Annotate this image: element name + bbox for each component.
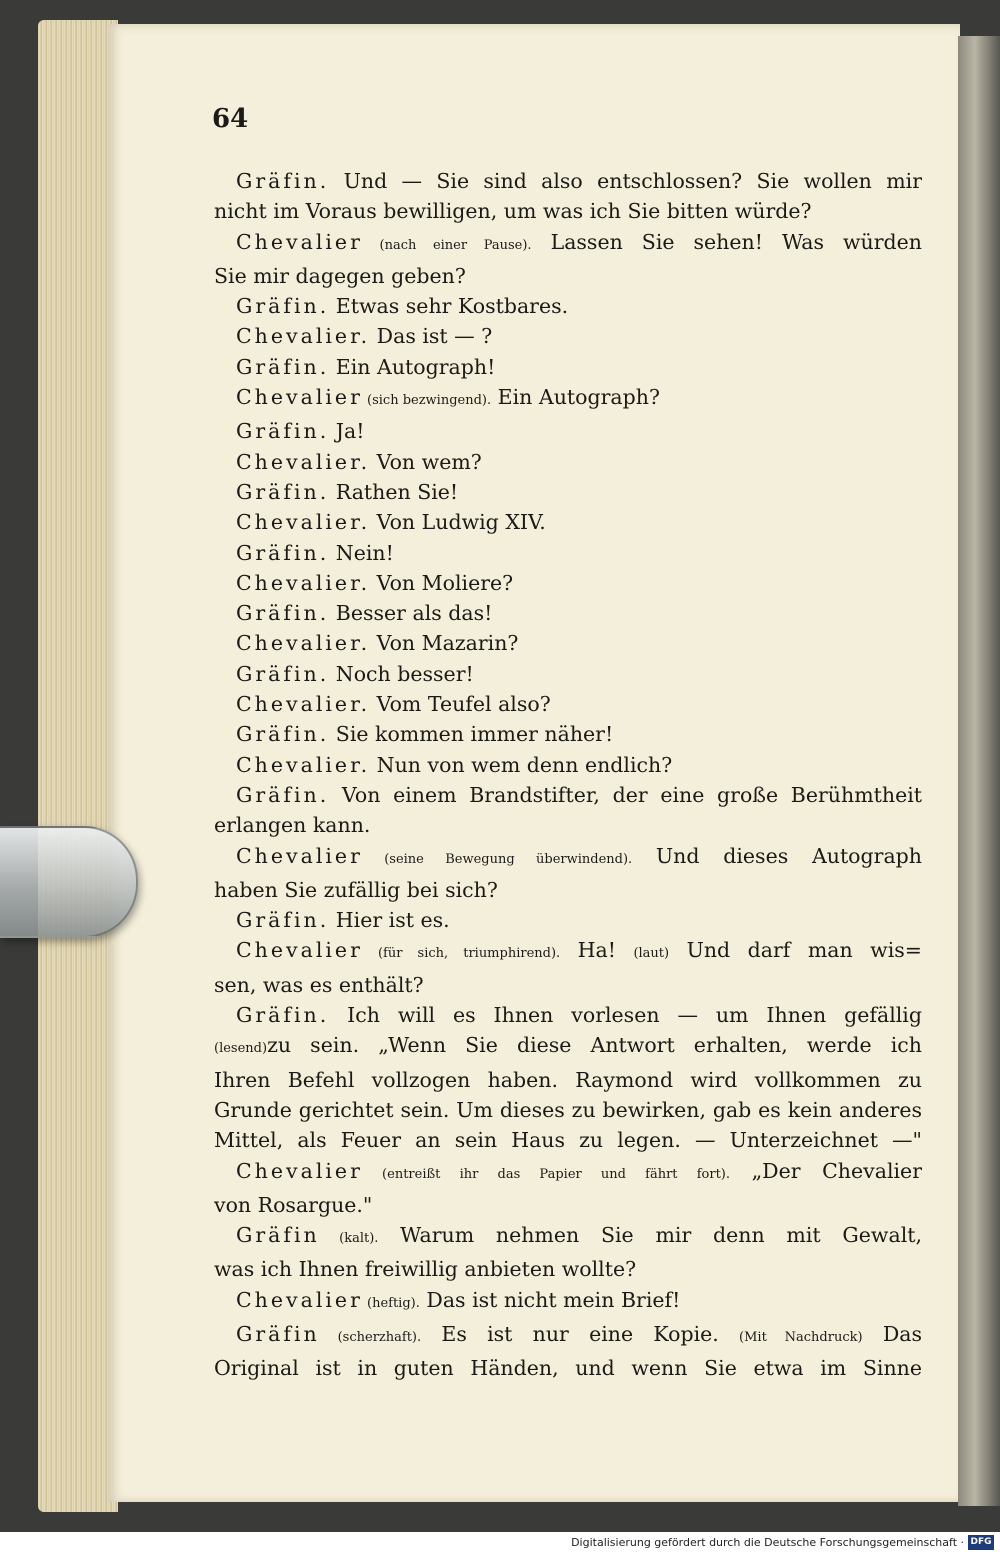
text-line: [214, 261, 922, 291]
line-text: Etwas sehr Kostbares.: [329, 294, 569, 319]
speaker-name: Gräfin.: [236, 1003, 330, 1028]
speaker-name: Chevalier.: [236, 752, 371, 777]
speaker-name: Chevalier: [236, 1287, 363, 1312]
line-text: Rathen Sie!: [329, 479, 459, 504]
speaker-name: Gräfin: [236, 1223, 320, 1248]
page-clip: [0, 826, 138, 938]
speaker-name: Chevalier: [236, 1158, 363, 1183]
line-text: nicht im Voraus bewilligen, um was ich Sie bitten würde?: [214, 199, 812, 224]
line-text: Von Mazarin?: [370, 631, 519, 656]
line-text: haben Sie zufällig bei sich?: [214, 877, 498, 902]
stage-direction: (lesend): [214, 1041, 268, 1057]
line-text: Ich will es Ihnen vorlesen — um Ihnen gefällig: [329, 1003, 922, 1028]
text-line: [214, 659, 922, 689]
speaker-name: Gräfin.: [236, 722, 330, 747]
text-line: [214, 1353, 922, 1383]
line-text: Ein Autograph?: [491, 385, 660, 410]
line-text: Nun von wem denn endlich?: [370, 752, 673, 777]
text-line: [214, 538, 922, 568]
text-line: [214, 1030, 922, 1064]
line-text: Besser als das!: [329, 601, 493, 626]
line-text: Das: [862, 1321, 922, 1346]
line-text: Das ist — ?: [370, 324, 493, 349]
line-text: Mittel, als Feuer an sein Haus zu legen. — Unterzeichnet —": [214, 1128, 922, 1153]
speaker-name: Gräfin.: [236, 540, 330, 565]
speaker-name: Gräfin.: [236, 294, 330, 319]
stage-direction: (kalt).: [319, 1231, 379, 1247]
stage-direction: (scherzhaft).: [319, 1329, 422, 1345]
stage-direction: (entreißt ihr das Papier und fährt fort).: [362, 1166, 730, 1182]
text-line: [214, 841, 922, 875]
text-line: [214, 227, 922, 261]
stage-direction: (Mit Nachdruck): [739, 1329, 863, 1345]
line-text: Noch besser!: [329, 661, 474, 686]
text-line: [214, 598, 922, 628]
text-line: [214, 1220, 922, 1254]
speaker-name: Chevalier: [236, 229, 363, 254]
text-line: [214, 196, 922, 226]
text-line: [214, 750, 922, 780]
text-line: [214, 416, 922, 446]
text-line: [214, 477, 922, 507]
stage-direction: (heftig).: [362, 1295, 420, 1311]
text-line: [214, 321, 922, 351]
book-binding-edge: [958, 36, 1000, 1506]
text-line: [214, 1095, 922, 1125]
speaker-name: Gräfin.: [236, 169, 330, 193]
speaker-name: Gräfin: [236, 1321, 320, 1346]
text-line: [214, 1254, 922, 1284]
line-text: Ha!: [560, 938, 634, 963]
text-line: [214, 1285, 922, 1319]
line-text: erlangen kann.: [214, 813, 371, 838]
speaker-name: Gräfin.: [236, 354, 330, 379]
text-line: [214, 780, 922, 810]
speaker-name: Chevalier.: [236, 510, 371, 535]
text-line: [214, 1000, 922, 1030]
line-text: „Der Chevalier: [730, 1158, 922, 1183]
page-text: [214, 166, 922, 1384]
line-text: Ja!: [329, 419, 365, 444]
stage-direction: (laut): [633, 946, 670, 962]
speaker-name: Chevalier: [236, 385, 363, 410]
line-text: Nein!: [329, 540, 394, 565]
line-text: Von Ludwig XIV.: [370, 510, 546, 535]
line-text: Hier ist es.: [329, 908, 450, 933]
footer-credit: Digitalisierung gefördert durch die Deutsche Forschungsgemeinschaft ·: [571, 1536, 964, 1549]
line-text: Warum nehmen Sie mir denn mit Gewalt,: [378, 1223, 922, 1248]
stage-direction: (seine Bewegung überwindend).: [362, 851, 633, 867]
line-text: sen, was es enthält?: [214, 972, 424, 997]
page-stack-edge: [38, 20, 118, 1512]
speaker-name: Chevalier: [236, 938, 363, 963]
line-text: Sie mir dagegen geben?: [214, 263, 466, 288]
speaker-name: Chevalier.: [236, 324, 371, 349]
text-line: [214, 352, 922, 382]
line-text: Es ist nur eine Kopie.: [421, 1321, 740, 1346]
text-line: [214, 447, 922, 477]
text-line: [214, 1319, 922, 1353]
line-text: Grunde gerichtet sein. Um dieses zu bewirken, gab es kein anderes: [214, 1097, 922, 1122]
line-text: was ich Ihnen freiwillig anbieten wollte?: [214, 1257, 637, 1282]
line-text: Von wem?: [370, 449, 482, 474]
text-line: [214, 905, 922, 935]
text-line: [214, 1156, 922, 1190]
speaker-name: Gräfin.: [236, 601, 330, 626]
line-text: zu sein.: [267, 1033, 379, 1058]
text-line: [214, 382, 922, 416]
speaker-name: Gräfin.: [236, 479, 330, 504]
text-line: [214, 935, 922, 969]
line-text: Ihren Befehl vollzogen haben. Raymond wird vollkommen zu: [214, 1067, 922, 1092]
speaker-name: Chevalier: [236, 843, 363, 868]
line-text: Lassen Sie sehen! Was würden: [531, 229, 922, 254]
speaker-name: Gräfin.: [236, 661, 330, 686]
line-text: Und — Sie sind also entschlossen? Sie wollen mir: [329, 169, 922, 193]
text-line: [214, 568, 922, 598]
speaker-name: Gräfin.: [236, 908, 330, 933]
text-line: [214, 689, 922, 719]
line-text: Sie kommen immer näher!: [329, 722, 614, 747]
text-line: [214, 628, 922, 658]
line-text: Und darf man wis=: [669, 938, 922, 963]
speaker-name: Chevalier.: [236, 449, 371, 474]
line-text: Original ist in guten Händen, und wenn Sie etwa im Sinne: [214, 1356, 922, 1381]
page-number: 64: [212, 104, 249, 134]
text-line: [214, 1065, 922, 1095]
speaker-name: Gräfin.: [236, 419, 330, 444]
line-text: „Wenn Sie diese Antwort erhalten, werde ich: [378, 1033, 922, 1058]
line-text: Das ist nicht mein Brief!: [419, 1287, 681, 1312]
text-line: [214, 719, 922, 749]
line-text: Und dieses Autograph: [632, 843, 922, 868]
line-text: Von einem Brandstifter, der eine große Berühmtheit: [329, 782, 922, 807]
dfg-logo: DFG: [968, 1535, 994, 1550]
speaker-name: Chevalier.: [236, 631, 371, 656]
speaker-name: Gräfin.: [236, 782, 330, 807]
text-line: [214, 810, 922, 840]
text-line: [214, 970, 922, 1000]
speaker-name: Chevalier.: [236, 692, 371, 717]
speaker-name: Chevalier.: [236, 570, 371, 595]
stage-direction: (nach einer Pause).: [362, 237, 532, 253]
stage-direction: (sich bezwingend).: [362, 393, 492, 409]
text-line: [214, 507, 922, 537]
text-line: [214, 166, 922, 196]
line-text: von Rosargue.": [214, 1192, 373, 1217]
text-line: [214, 1190, 922, 1220]
text-line: [214, 291, 922, 321]
text-line: [214, 875, 922, 905]
text-line: [214, 1125, 922, 1155]
stage-direction: (für sich, triumphirend).: [362, 946, 561, 962]
line-text: Ein Autograph!: [329, 354, 496, 379]
line-text: Von Moliere?: [370, 570, 514, 595]
line-text: Vom Teufel also?: [370, 692, 551, 717]
